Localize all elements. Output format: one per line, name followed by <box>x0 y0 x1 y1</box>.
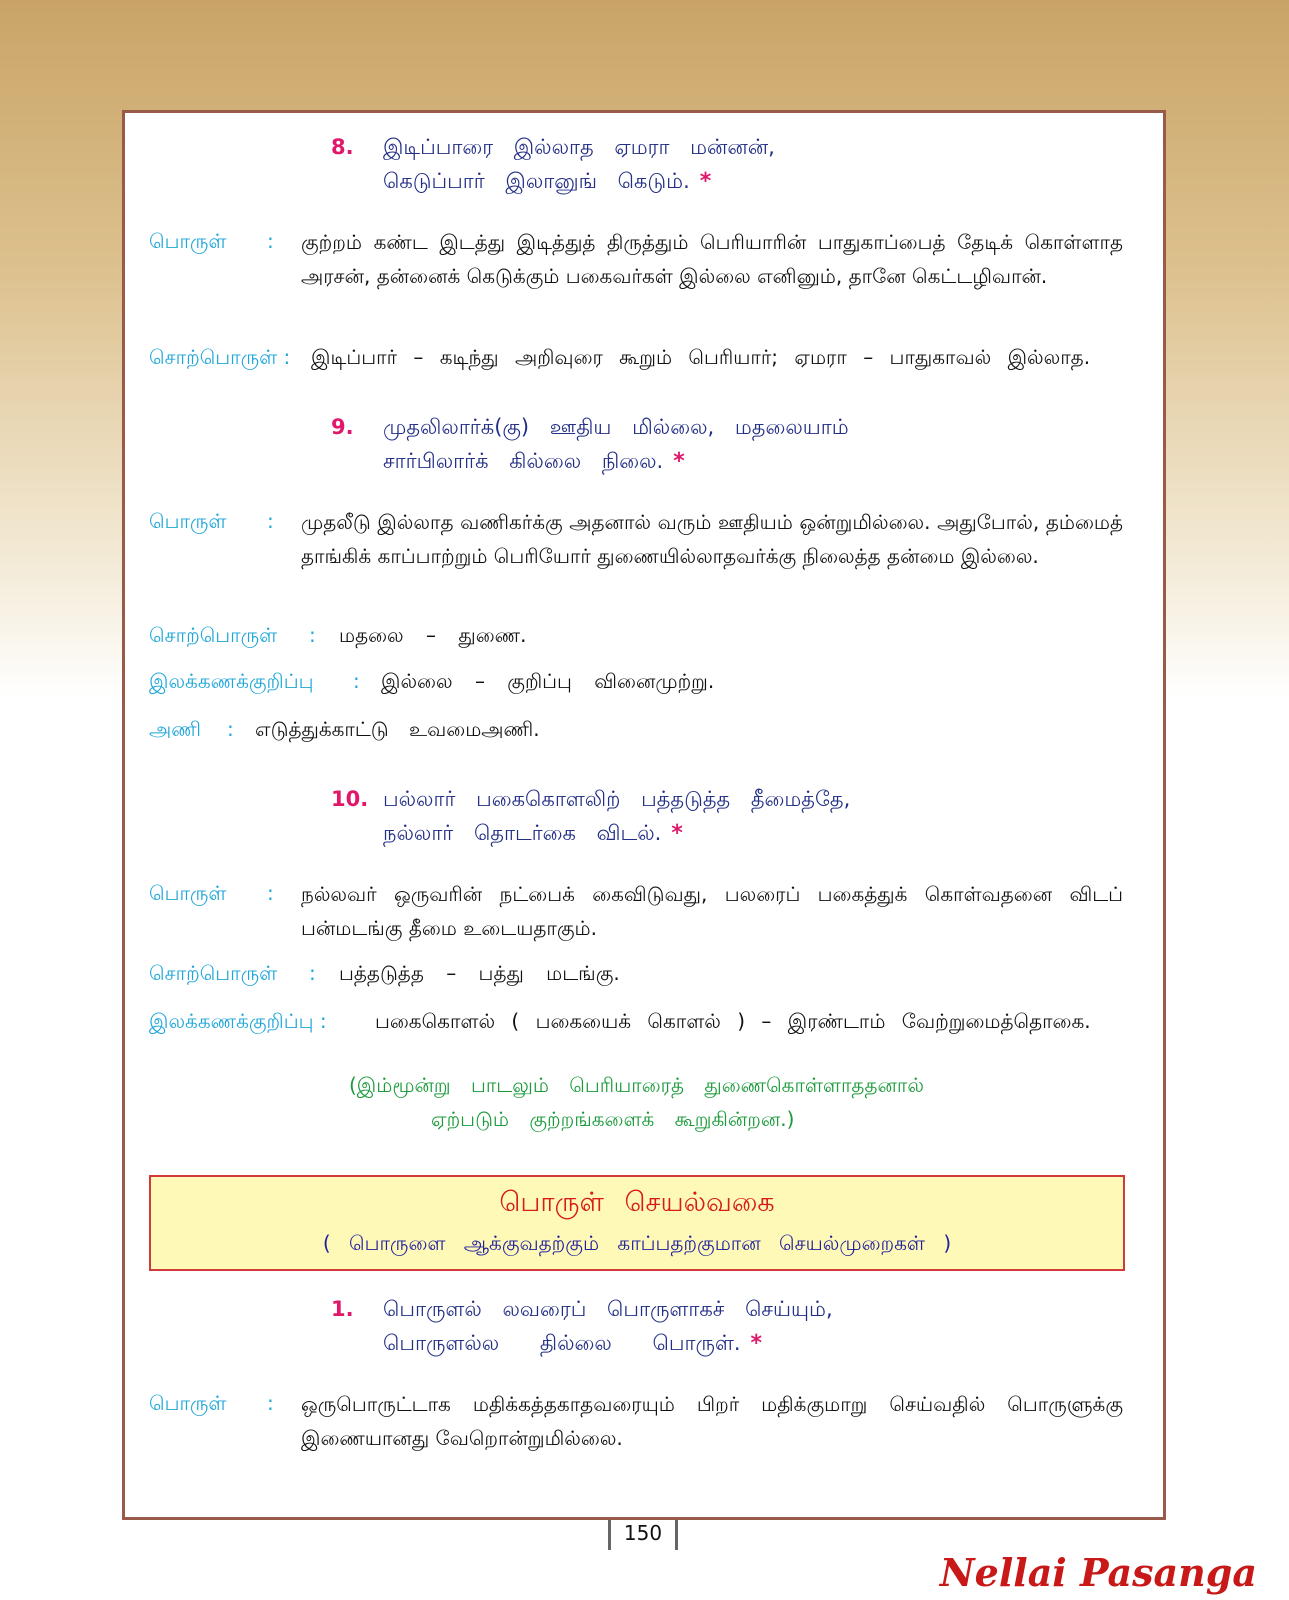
colon: : <box>309 961 316 985</box>
verse-8-word-meaning: இடிப்பார் – கடிந்து அறிவுரை கூறும் பெரியார்; ஏமரா – பாதுகாவல் இல்லாத. <box>311 345 1091 369</box>
note-line2: ஏற்படும் குற்றங்களைக் கூறுகின்றன.) <box>431 1107 795 1131</box>
colon: : <box>267 509 274 533</box>
word-meaning-label: சொற்பொருள் <box>149 623 278 647</box>
section-title: பொருள் செயல்வகை <box>499 1187 775 1218</box>
meaning-label: பொருள் <box>149 881 227 905</box>
verse-10-line1: பல்லார் பகைகொளலிற் பத்தடுத்த தீமைத்தே, <box>383 787 851 811</box>
section-verse-1-number: 1. <box>331 1297 354 1321</box>
star-mark: * <box>750 1331 763 1356</box>
grammar-label: இலக்கணக்குறிப்பு : <box>149 1009 327 1033</box>
page-number: 150 <box>608 1520 678 1550</box>
colon: : <box>267 229 274 253</box>
verse-10-line2: நல்லார் தொடர்கை விடல். * <box>383 821 683 846</box>
section-verse-1-line2: பொருளல்ல தில்லை பொருள். * <box>383 1331 763 1356</box>
note-line1: (இம்மூன்று பாடலும் பெரியாரைத் துணைகொள்ளாததனால் <box>349 1073 924 1097</box>
verse-8-number: 8. <box>331 135 354 159</box>
section-header-box <box>149 1175 1125 1271</box>
verse-9-word-meaning: மதலை – துணை. <box>339 623 527 647</box>
watermark-logo: Nellai Pasanga <box>939 1550 1257 1595</box>
meaning-label: பொருள் <box>149 509 227 533</box>
colon: : <box>267 881 274 905</box>
verse-8-line1: இடிப்பாரை இல்லாத ஏமரா மன்னன், <box>383 135 775 159</box>
verse-9-line2: சார்பிலார்க் கில்லை நிலை. * <box>383 449 685 474</box>
verse-9-grammar: இல்லை – குறிப்பு வினைமுற்று. <box>381 669 715 693</box>
colon: : <box>309 623 316 647</box>
meaning-label: பொருள் <box>149 229 227 253</box>
section-verse-1-line1: பொருளல் லவரைப் பொருளாகச் செய்யும், <box>383 1297 833 1321</box>
word-meaning-label: சொற்பொருள் : <box>149 345 291 369</box>
section-subtitle: ( பொருளை ஆக்குவதற்கும் காப்பதற்குமான செயல்முறைகள் ) <box>322 1231 952 1255</box>
verse-8-line2: கெடுப்பார் இலானுங் கெடும். * <box>383 169 712 194</box>
star-mark: * <box>671 821 683 846</box>
verse-9-meaning: முதலீடு இல்லாத வணிகர்க்கு அதனால் வரும் ஊதியம் ஒன்றுமில்லை. அதுபோல், தம்மைத் தாங்கிக் காப்பாற்றும் பெரியோர் துணையில்லாதவர்க்கு நிலைத்த தன்மை இல்லை. <box>301 510 1123 568</box>
verse-10-word-meaning: பத்தடுத்த – பத்து மடங்கு. <box>339 961 620 985</box>
colon: : <box>227 717 234 741</box>
section-verse-1-meaning: ஒருபொருட்டாக மதிக்கத்தகாதவரையும் பிறர் மதிக்குமாறு செய்வதில் பொருளுக்கு இணையானது வேறொன்றுமில்லை. <box>301 1392 1123 1450</box>
star-mark: * <box>673 449 685 474</box>
textbook-page <box>122 110 1166 1520</box>
meaning-label: பொருள் <box>149 1391 227 1415</box>
word-meaning-label: சொற்பொருள் <box>149 961 278 985</box>
grammar-label: இலக்கணக்குறிப்பு <box>149 669 314 693</box>
verse-10-grammar: பகைகொளல் ( பகையைக் கொளல் ) – இரண்டாம் வேற்றுமைத்தொகை. <box>375 1009 1091 1033</box>
verse-8-meaning: குற்றம் கண்ட இடத்து இடித்துத் திருத்தும் பெரியாரின் பாதுகாப்பைத் தேடிக் கொள்ளாத அரசன், தன்னைக் கெடுக்கும் பகைவர்கள் இல்லை எனினும், தானே கெட்டழிவான். <box>301 230 1123 288</box>
figure-label: அணி <box>149 717 201 741</box>
verse-9-line1: முதலிலார்க்(கு) ஊதிய மில்லை, மதலையாம் <box>383 415 849 439</box>
verse-10-meaning: நல்லவர் ஒருவரின் நட்பைக் கைவிடுவது, பலரைப் பகைத்துக் கொள்வதனை விடப் பன்மடங்கு தீமை உடையதாகும். <box>301 882 1123 940</box>
verse-10-number: 10. <box>331 787 369 811</box>
verse-9-figure: எடுத்துக்காட்டு உவமைஅணி. <box>255 717 540 741</box>
colon: : <box>267 1391 274 1415</box>
verse-9-number: 9. <box>331 415 354 439</box>
star-mark: * <box>699 169 712 194</box>
colon: : <box>353 669 360 693</box>
